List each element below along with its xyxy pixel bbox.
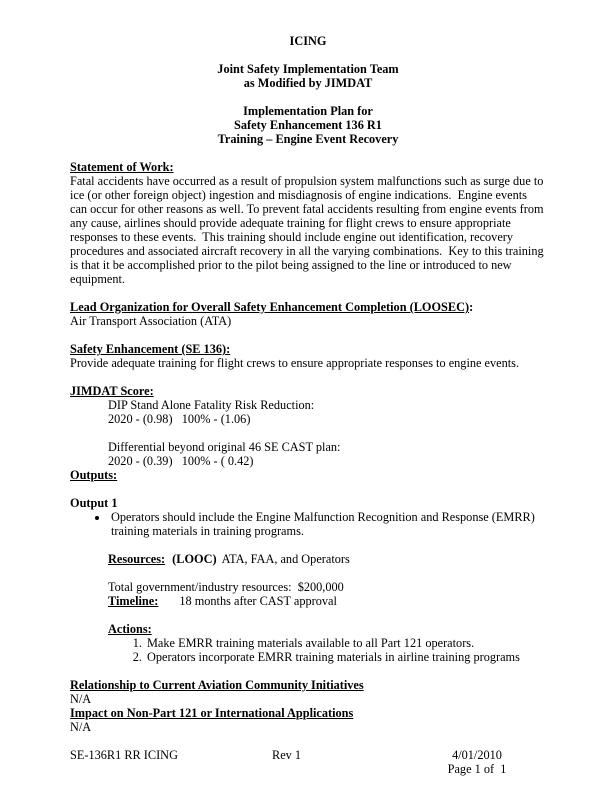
plan-title-line2: Safety Enhancement 136 R1: [234, 118, 382, 132]
program-title: ICING: [289, 34, 327, 48]
output1-bullet-item: • Operators should include the Engine Malfunction Recognition and Response (EMRR) training materials in training programs.: [109, 510, 546, 538]
resources-label: Resources:: [108, 552, 166, 566]
output1-bullet-list: [70, 510, 546, 538]
lead-org-value: Air Transport Association (ATA): [70, 314, 232, 328]
impact-heading: Impact on Non-Part 121 or International Applications: [70, 706, 354, 720]
relationship-heading: Relationship to Current Aviation Community Initiatives: [70, 678, 364, 692]
output1-heading: Output 1: [70, 496, 118, 510]
footer-date-page: [409, 748, 545, 776]
timeline-value: 18 months after CAST approval: [179, 594, 337, 608]
impact-value: N/A: [70, 720, 92, 734]
safety-enhancement-heading: Safety Enhancement (SE 136):: [70, 342, 231, 356]
resources-orgs: ATA, FAA, and Operators: [221, 552, 350, 566]
safety-enhancement-value: Provide adequate training for flight crews to ensure appropriate responses to engine events.: [70, 356, 520, 370]
jimdat-dip-values: 2020 - (0.98) 100% - (1.06): [108, 412, 251, 426]
lead-org-heading: Lead Organization for Overall Safety Enhancement Completion (LOOSEC): [70, 300, 470, 314]
jimdat-dip-label: DIP Stand Alone Fatality Risk Reduction:: [108, 398, 315, 412]
action-item-2: 2. Operators incorporate EMRR training materials in airline training programs: [145, 650, 546, 664]
statement-of-work-heading: Statement of Work:: [70, 160, 174, 174]
team-title-line2: as Modified by JIMDAT: [243, 76, 373, 90]
team-title-line1: Joint Safety Implementation Team: [217, 62, 399, 76]
actions-heading: Actions:: [108, 622, 152, 636]
total-resources-line: Total government/industry resources: $200,000: [108, 580, 344, 594]
resources-looc: (LOOC): [172, 552, 217, 566]
actions-list: [70, 636, 546, 664]
jimdat-differential-label: Differential beyond original 46 SE CAST plan:: [108, 440, 341, 454]
statement-of-work-body: Fatal accidents have occurred as a result of propulsion system malfunctions such as surge due to ice (or other foreign object) ingestion and misdiagnosis of engine indications. Engine events can occur for other reasons as well. To prevent fatal accidents resulting from engine events from any cause, airlines should provide adequate training for flight crews to ensure appropriate responses to these events. This training should include engine out identification, recovery procedures and associated aircraft recovery in all the varying combinations. Key to this training is that it be accomplished prior to the pilot being assigned to the line or introduced to new equipment.: [70, 174, 547, 286]
relationship-value: N/A: [70, 692, 92, 706]
footer-doc-id: SE-136R1 RR ICING: [70, 748, 178, 762]
plan-title-line1: Implementation Plan for: [243, 104, 373, 118]
footer-revision: Rev 1: [272, 748, 302, 762]
jimdat-differential-values: 2020 - (0.39) 100% - ( 0.42): [108, 454, 254, 468]
plan-title-line3: Training – Engine Event Recovery: [217, 132, 399, 146]
action-item-1: 1. Make EMRR training materials available to all Part 121 operators.: [145, 636, 546, 650]
page-footer: [70, 748, 546, 776]
footer-date: 4/01/2010: [452, 748, 502, 762]
lead-org-heading-colon: :: [469, 300, 474, 314]
jimdat-score-heading: JIMDAT Score:: [70, 384, 154, 398]
outputs-heading: Outputs:: [70, 468, 118, 482]
timeline-label: Timeline:: [108, 594, 159, 608]
footer-page-number: Page 1 of 1: [447, 762, 507, 776]
